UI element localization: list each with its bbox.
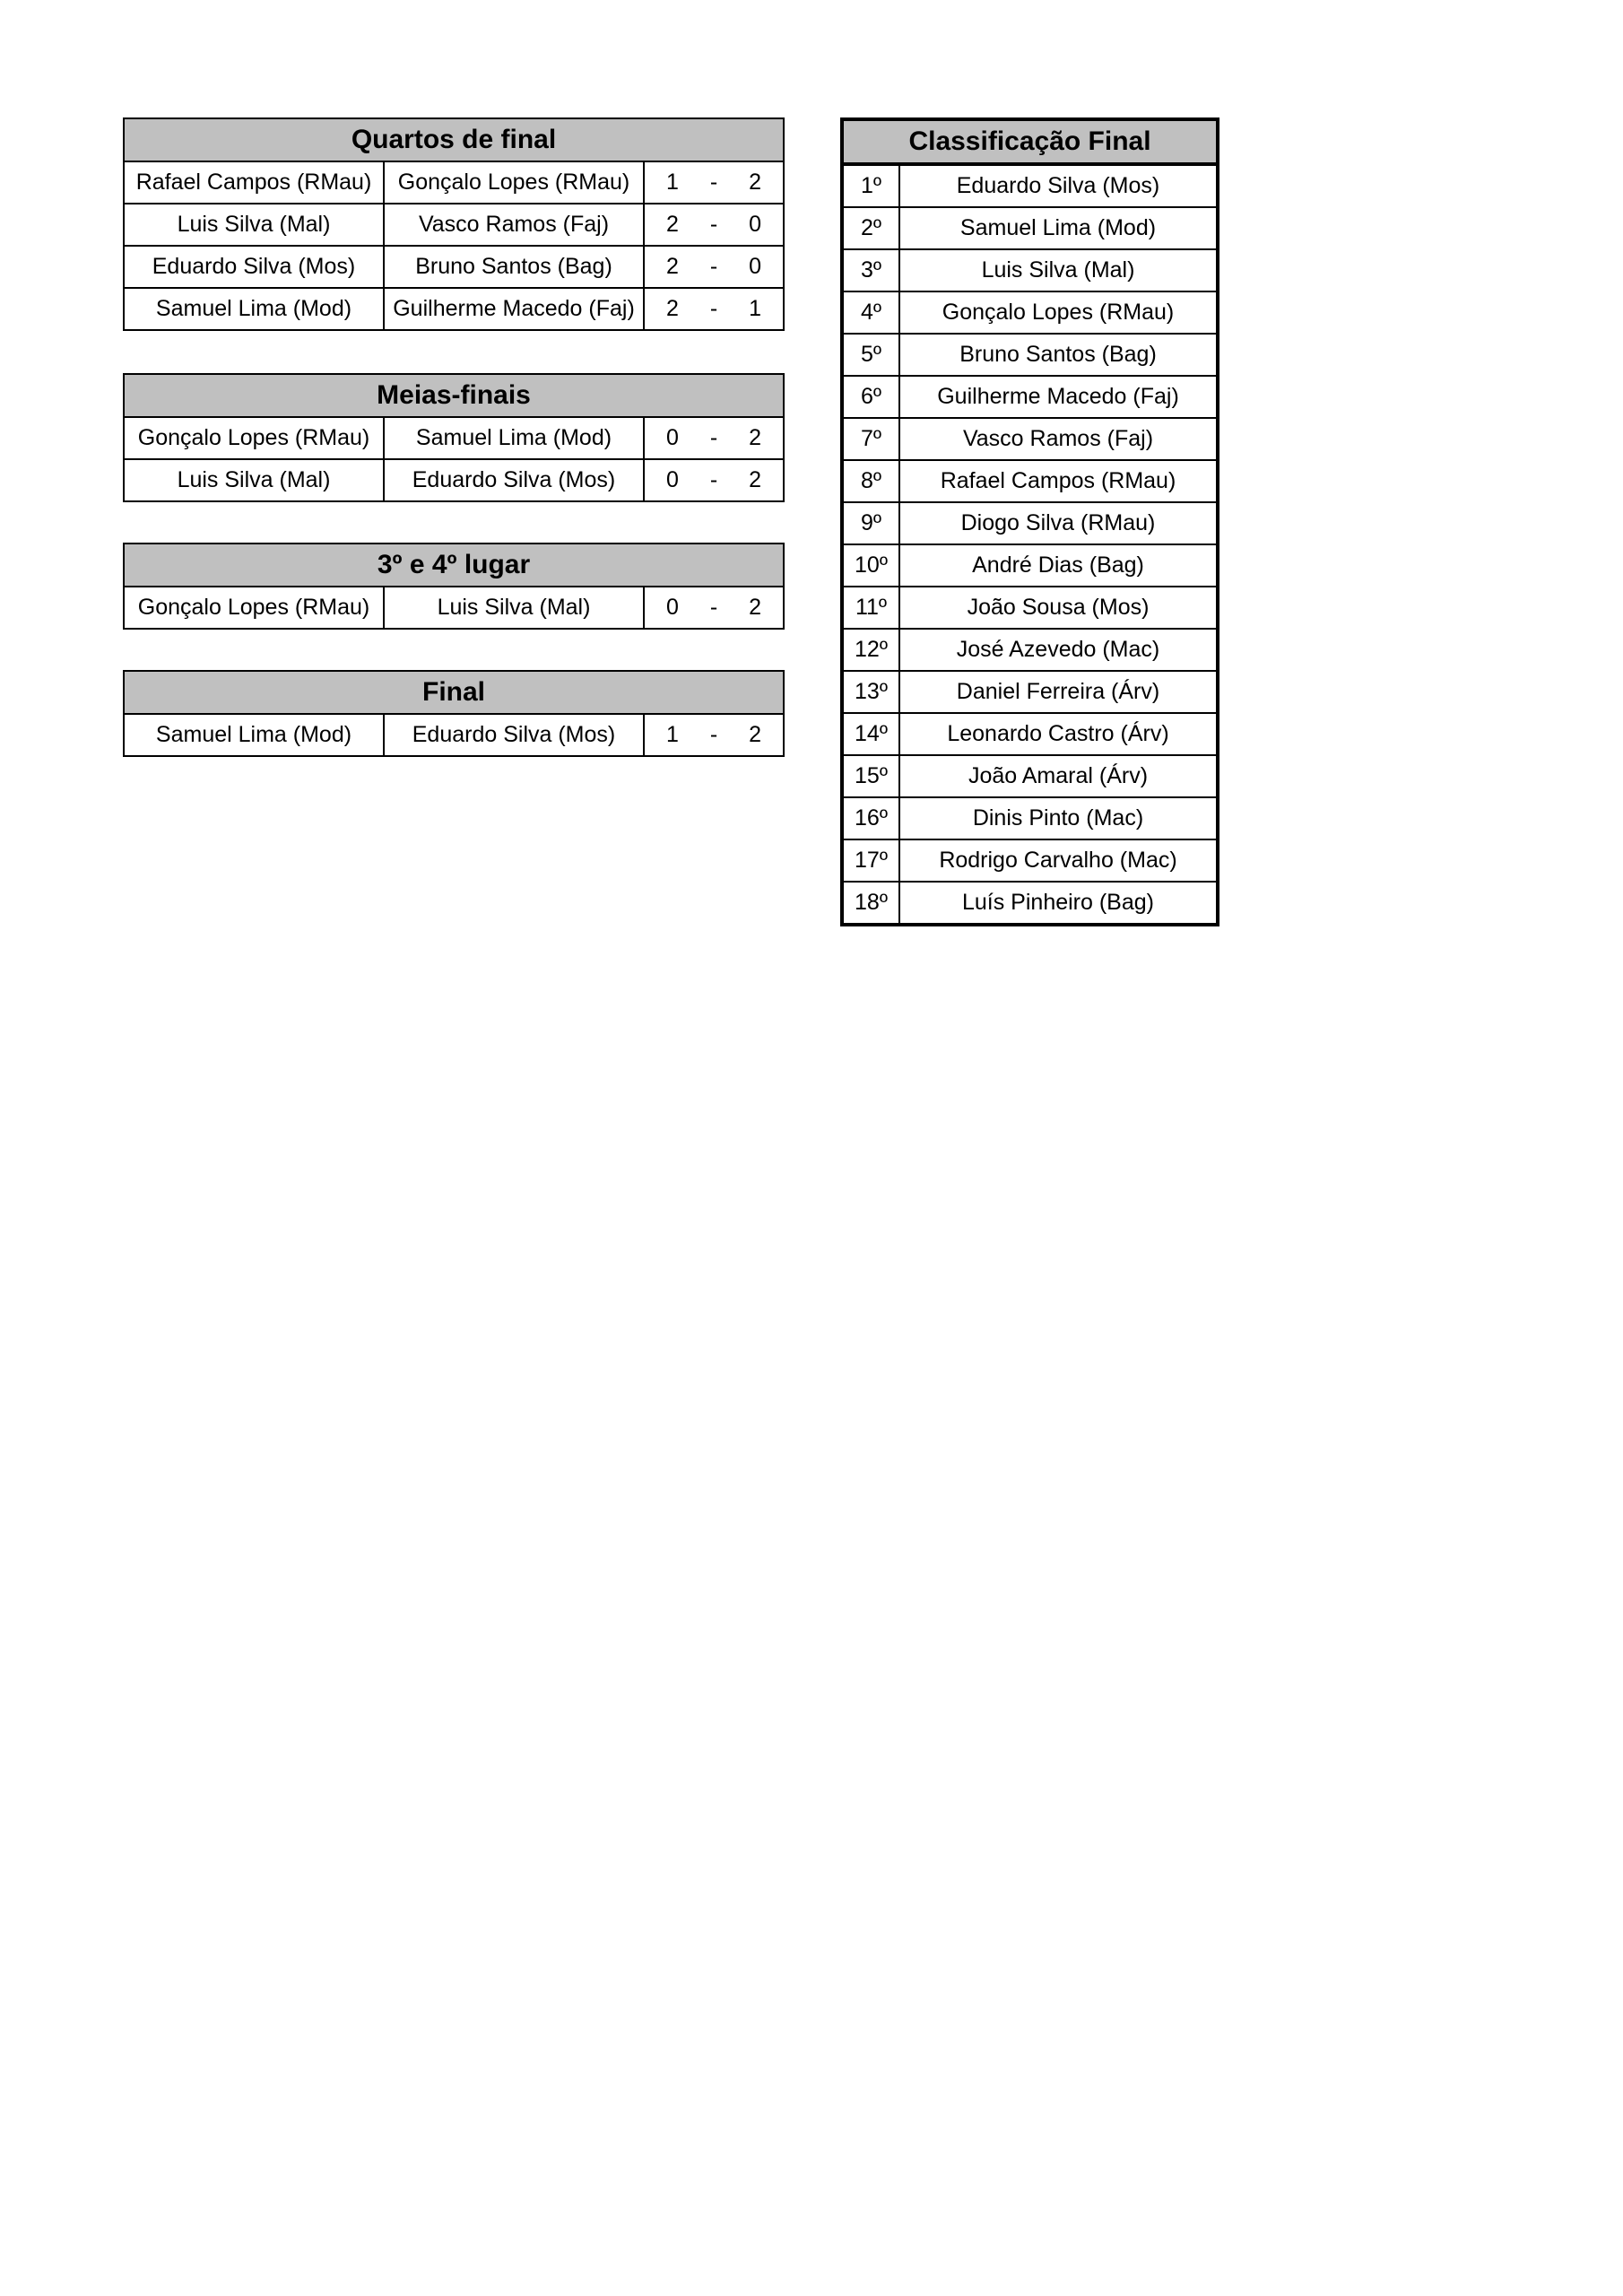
standings-position: 4º: [842, 291, 899, 334]
standings-row: [842, 544, 1218, 587]
standings-position: 17º: [842, 839, 899, 882]
standings-position: 18º: [842, 882, 899, 925]
score-away: 0: [749, 254, 762, 279]
match-score: [644, 587, 784, 629]
standings-player: Eduardo Silva (Mos): [899, 164, 1218, 207]
standings-row: [842, 502, 1218, 544]
standings-row: [842, 376, 1218, 418]
final-table: [123, 670, 785, 757]
home-player: Gonçalo Lopes (RMau): [124, 587, 384, 629]
home-player: Rafael Campos (RMau): [124, 161, 384, 204]
match-score: [644, 459, 784, 501]
standings-player: Rodrigo Carvalho (Mac): [899, 839, 1218, 882]
standings-player: Luís Pinheiro (Bag): [899, 882, 1218, 925]
match-score: [644, 288, 784, 330]
final-title: Final: [124, 671, 784, 714]
standings-player: Diogo Silva (RMau): [899, 502, 1218, 544]
home-player: Luis Silva (Mal): [124, 204, 384, 246]
away-player: Guilherme Macedo (Faj): [384, 288, 644, 330]
score-away: 2: [749, 467, 762, 492]
score-home: 0: [666, 467, 679, 492]
score-away: 2: [749, 722, 762, 747]
standings-position: 15º: [842, 755, 899, 797]
standings-player: Gonçalo Lopes (RMau): [899, 291, 1218, 334]
standings-position: 2º: [842, 207, 899, 249]
standings-row: [842, 713, 1218, 755]
score-home: 0: [666, 425, 679, 450]
standings-position: 14º: [842, 713, 899, 755]
standings-position: 7º: [842, 418, 899, 460]
home-player: Eduardo Silva (Mos): [124, 246, 384, 288]
score-separator: -: [709, 722, 718, 747]
home-player: Samuel Lima (Mod): [124, 288, 384, 330]
match-row: [124, 714, 784, 756]
match-score: [644, 161, 784, 204]
score-separator: -: [709, 212, 718, 237]
score-away: 2: [749, 170, 762, 195]
standings-row: [842, 291, 1218, 334]
score-separator: -: [709, 254, 718, 279]
away-player: Gonçalo Lopes (RMau): [384, 161, 644, 204]
match-score: [644, 417, 784, 459]
score-separator: -: [709, 425, 718, 450]
standings-row: [842, 629, 1218, 671]
score-away: 1: [749, 296, 762, 321]
standings-row: [842, 882, 1218, 925]
standings-position: 13º: [842, 671, 899, 713]
away-player: Samuel Lima (Mod): [384, 417, 644, 459]
standings-player: André Dias (Bag): [899, 544, 1218, 587]
standings-row: [842, 839, 1218, 882]
quarterfinals-table: [123, 117, 785, 331]
standings-position: 5º: [842, 334, 899, 376]
score-home: 2: [666, 254, 679, 279]
score-wrapper: [645, 212, 783, 238]
match-row: [124, 587, 784, 629]
standings-row: [842, 460, 1218, 502]
standings-title: Classificação Final: [842, 119, 1218, 164]
score-wrapper: [645, 467, 783, 493]
score-wrapper: [645, 254, 783, 280]
standings-position: 3º: [842, 249, 899, 291]
standings-player: Luis Silva (Mal): [899, 249, 1218, 291]
standings-row: [842, 207, 1218, 249]
standings-row: [842, 587, 1218, 629]
standings-position: 10º: [842, 544, 899, 587]
final-standings-table: [840, 117, 1219, 926]
third-place-table: [123, 543, 785, 630]
score-home: 1: [666, 722, 679, 747]
score-separator: -: [709, 467, 718, 492]
score-separator: -: [709, 296, 718, 321]
standings-row: [842, 797, 1218, 839]
standings-row: [842, 755, 1218, 797]
score-home: 2: [666, 212, 679, 237]
match-row: [124, 246, 784, 288]
score-wrapper: [645, 425, 783, 451]
home-player: Samuel Lima (Mod): [124, 714, 384, 756]
score-wrapper: [645, 296, 783, 322]
semifinals-title: Meias-finais: [124, 374, 784, 417]
standings-position: 9º: [842, 502, 899, 544]
home-player: Luis Silva (Mal): [124, 459, 384, 501]
score-wrapper: [645, 170, 783, 196]
home-player: Gonçalo Lopes (RMau): [124, 417, 384, 459]
score-separator: -: [709, 595, 718, 620]
score-separator: -: [709, 170, 718, 195]
semifinals-table: [123, 373, 785, 502]
score-home: 0: [666, 595, 679, 620]
standings-position: 12º: [842, 629, 899, 671]
match-row: [124, 161, 784, 204]
standings-player: Rafael Campos (RMau): [899, 460, 1218, 502]
standings-player: Leonardo Castro (Árv): [899, 713, 1218, 755]
standings-position: 11º: [842, 587, 899, 629]
score-away: 2: [749, 425, 762, 450]
third-place-title: 3º e 4º lugar: [124, 544, 784, 587]
score-away: 2: [749, 595, 762, 620]
match-row: [124, 204, 784, 246]
away-player: Vasco Ramos (Faj): [384, 204, 644, 246]
standings-position: 6º: [842, 376, 899, 418]
score-home: 2: [666, 296, 679, 321]
standings-player: José Azevedo (Mac): [899, 629, 1218, 671]
standings-player: Vasco Ramos (Faj): [899, 418, 1218, 460]
score-wrapper: [645, 722, 783, 748]
match-row: [124, 288, 784, 330]
standings-player: Bruno Santos (Bag): [899, 334, 1218, 376]
standings-position: 16º: [842, 797, 899, 839]
standings-row: [842, 671, 1218, 713]
standings-position: 8º: [842, 460, 899, 502]
match-row: [124, 459, 784, 501]
standings-player: Dinis Pinto (Mac): [899, 797, 1218, 839]
score-away: 0: [749, 212, 762, 237]
away-player: Eduardo Silva (Mos): [384, 459, 644, 501]
match-score: [644, 246, 784, 288]
match-score: [644, 204, 784, 246]
away-player: Bruno Santos (Bag): [384, 246, 644, 288]
standings-player: Guilherme Macedo (Faj): [899, 376, 1218, 418]
standings-row: [842, 418, 1218, 460]
away-player: Luis Silva (Mal): [384, 587, 644, 629]
score-wrapper: [645, 595, 783, 621]
standings-position: 1º: [842, 164, 899, 207]
standings-row: [842, 249, 1218, 291]
standings-player: Samuel Lima (Mod): [899, 207, 1218, 249]
standings-player: Daniel Ferreira (Árv): [899, 671, 1218, 713]
standings-player: João Amaral (Árv): [899, 755, 1218, 797]
standings-player: João Sousa (Mos): [899, 587, 1218, 629]
score-home: 1: [666, 170, 679, 195]
away-player: Eduardo Silva (Mos): [384, 714, 644, 756]
standings-row: [842, 164, 1218, 207]
match-row: [124, 417, 784, 459]
quarterfinals-title: Quartos de final: [124, 118, 784, 161]
match-score: [644, 714, 784, 756]
standings-row: [842, 334, 1218, 376]
